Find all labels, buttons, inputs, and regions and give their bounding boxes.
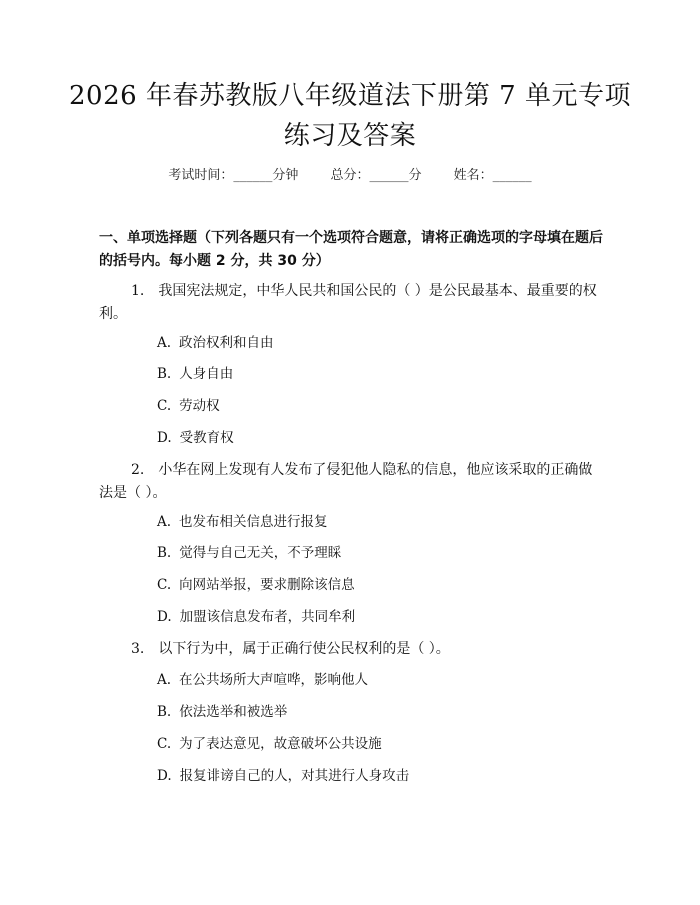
option-text: 报复诽谤自己的人，对其进行人身攻击	[179, 768, 410, 784]
option-text: 也发布相关信息进行报复	[179, 514, 328, 530]
option-3d	[157, 766, 409, 786]
option-letter: D.	[157, 768, 172, 784]
option-2b	[157, 543, 341, 563]
document-title: 2026 年春苏教版八年级道法下册第 7 单元专项练习及答案	[68, 81, 631, 151]
option-text: 在公共场所大声喧哗，影响他人	[179, 672, 369, 688]
option-letter: A.	[157, 335, 172, 351]
question-3	[99, 638, 605, 661]
option-1c	[157, 396, 220, 416]
option-text: 劳动权	[179, 398, 220, 414]
option-3a	[157, 670, 368, 690]
option-2d	[157, 607, 355, 627]
option-letter: D.	[157, 430, 172, 446]
option-2a	[157, 512, 328, 532]
option-text: 受教育权	[179, 430, 234, 446]
option-letter: B.	[157, 704, 172, 720]
option-text: 加盟该信息发布者，共同牟利	[179, 609, 356, 625]
option-letter: A.	[157, 672, 172, 688]
option-letter: B.	[157, 366, 172, 382]
question-number: 2.	[131, 462, 145, 478]
option-text: 政治权利和自由	[179, 335, 274, 351]
option-1b	[157, 364, 233, 384]
question-2	[99, 459, 605, 505]
exam-meta-line	[0, 166, 700, 186]
question-number: 1.	[131, 283, 145, 299]
option-3c	[157, 734, 382, 754]
option-letter: D.	[157, 609, 172, 625]
option-1d	[157, 428, 234, 448]
total-score-label: 总分：______分	[330, 168, 422, 183]
option-text: 为了表达意见，故意破坏公共设施	[179, 736, 382, 752]
question-text: 我国宪法规定，中华人民共和国公民的（ ）是公民最基本、最重要的权利。	[99, 283, 597, 322]
exam-time-label: 考试时间：______分钟	[168, 168, 299, 183]
question-text: 以下行为中，属于正确行使公民权利的是（ ）。	[158, 641, 450, 657]
option-text: 人身自由	[179, 366, 234, 382]
question-1	[99, 280, 605, 326]
option-2c	[157, 575, 355, 595]
question-number: 3.	[131, 641, 145, 657]
section-heading: 一、单项选择题（下列各题只有一个选项符合题意，请将正确选项的字母填在题后的括号内。每小题 2 分，共 30 分）	[99, 230, 603, 269]
option-1a	[157, 333, 274, 353]
option-letter: C.	[157, 577, 172, 593]
question-text: 小华在网上发现有人发布了侵犯他人隐私的信息，他应该采取的正确做法是（ ）。	[99, 462, 593, 501]
student-name-label: 姓名：______	[453, 168, 532, 183]
option-text: 依法选举和被选举	[179, 704, 288, 720]
option-3b	[157, 702, 287, 722]
option-letter: B.	[157, 545, 172, 561]
option-letter: C.	[157, 736, 172, 752]
option-letter: C.	[157, 398, 172, 414]
option-text: 觉得与自己无关，不予理睬	[179, 545, 342, 561]
option-letter: A.	[157, 514, 172, 530]
option-text: 向网站举报，要求删除该信息	[179, 577, 355, 593]
